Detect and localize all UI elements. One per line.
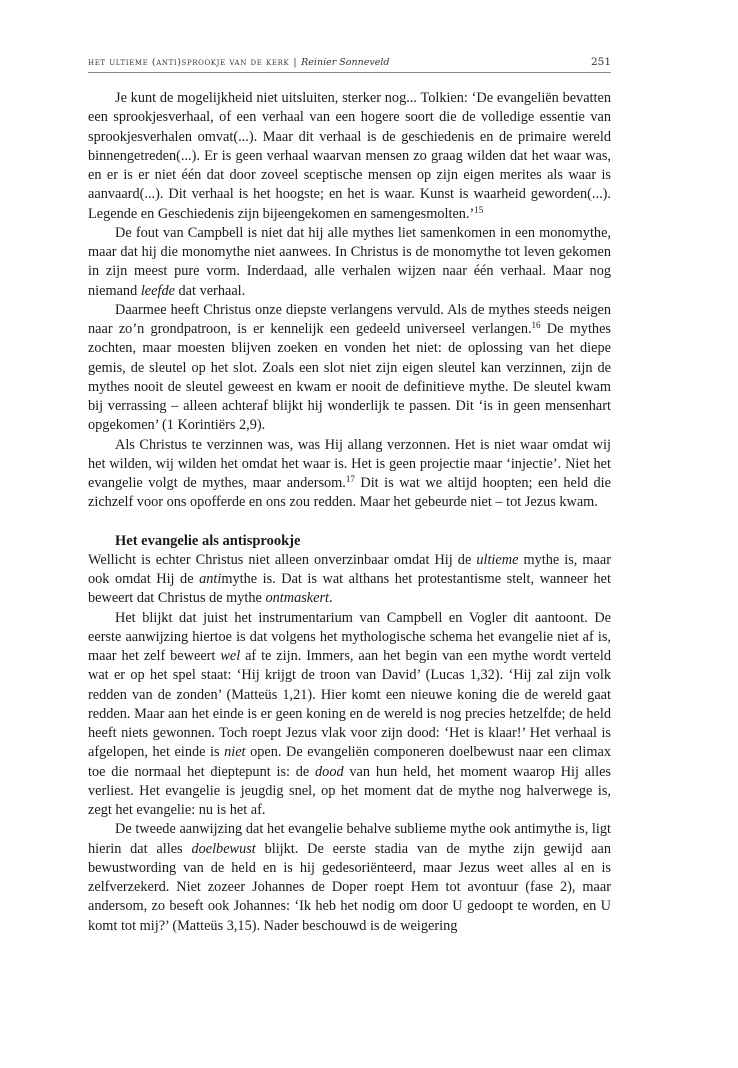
emphasis: anti bbox=[199, 571, 222, 587]
body-text bbox=[88, 89, 611, 936]
footnote-ref[interactable]: 16 bbox=[531, 320, 541, 330]
emphasis: dood bbox=[315, 763, 344, 780]
footnote-ref[interactable]: 17 bbox=[345, 474, 355, 484]
emphasis: doelbewust bbox=[191, 840, 256, 857]
running-head bbox=[88, 56, 611, 73]
footnote-ref[interactable]: 15 bbox=[474, 204, 484, 215]
emphasis: niet bbox=[224, 744, 246, 761]
running-head-separator: | bbox=[293, 57, 298, 68]
paragraph: De tweede aanwijzing dat het evangelie behalve sublieme mythe ook antimythe is, ligt hierin dat alles doelbewust blijkt. De eerste stadia van de mythe zijn gewijd aan bewustwording van de held en is hij gedesoriënteerd, maar Jezus weet alles al en is zelfverzekerd. Niet zozeer Johannes de Doper roept Hem tot avontuur (fase 2), maar andersom, zo beseft ook Johannes: ‘Ik heb het nodig om door U gedoopt te worden, en U komt tot mij?’ (Matteüs 3,15). Nader beschouwd is de weigering bbox=[88, 821, 611, 934]
paragraph: Het blijkt dat juist het instrumentarium van Campbell en Vogler dit aantoont. De eerste aanwijzing hiertoe is dat volgens het mythologische schema het evangelie niet af is, maar het zelf beweert wel af te zijn. Immers, aan het begin van een mythe wordt verteld wat er op het spel staat: ‘Hij krijgt de troon van David’ (Lucas 1,32). ‘Hij zal zijn volk redden van de zonden’ (Matteüs 1,21). Hier komt een nieuwe koning die de wereld gaat redden. Maar aan het einde is er geen koning en de wereld is nog precies hetzelfde; de held heeft niets gewonnen. Toch roept Jezus vlak voor zijn dood: ‘Het is klaar!’ Het verhaal is afgelopen, het einde is niet open. De evangeliën componeren doelbewust naar een climax toe die normaal het dieptepunt is: de dood van hun held, het moment waarop Hij alles verliest. Het evangelie is jeugdig snel, op het moment dat de mythe nog halverwege is, zegt het evangelie: nu is het af. bbox=[88, 609, 611, 818]
book-page bbox=[88, 56, 611, 936]
paragraph: Daarmee heeft Christus onze diepste verlangens vervuld. Als de mythes steeds neigen naar zo’n grondpatroon, is er kennelijk een gedeeld universeel verlangen.$^{16}$ De mythes zochten, maar moesten blijven zoeken en vonden het niet: de oplossing van het diepe gemis, de sleutel op het slot. Zoals een slot niet zijn eigen sleutel kan verzinnen, zijn de mythes nooit de sleutel geweest en kwam er nooit de definitieve mythe. De sleutel kwam bij verrassing – alleen achteraf blijkt hij wonderlijk te passen. Dit ‘is in geen mensenhart opgekomen’ (1 Korintiërs 2,9). bbox=[88, 301, 611, 434]
paragraph: Je kunt de mogelijkheid niet uitsluiten, sterker nog... Tolkien: ‘De evangeliën bevatten een sprookjesverhaal, of een verhaal van een hogere soort die de volledige essentie van sprookjesverhalen omvat(...). Maar dit verhaal is de geschiedenis en de primaire wereld binnengetreden(...). Er is geen verhaal waarvan mensen zo graag wilden dat het waar was, en er is er niet één dat door zoveel sceptische mensen op zijn eigen merites als waar is aanvaard(...). Dit verhaal is het hoogste; en het is waar. Kunst is waarheid geworden(...). Legende en Geschiedenis zijn bijeengekomen en samengesmolten.’$^{15}$ bbox=[88, 90, 611, 222]
emphasis: leefde bbox=[140, 282, 175, 299]
running-title: het ultieme (anti)sprookje van de kerk bbox=[88, 57, 290, 68]
emphasis: ontmaskert bbox=[265, 590, 330, 607]
emphasis: wel bbox=[220, 648, 241, 664]
section-heading: Het evangelie als antisprookje bbox=[115, 532, 301, 549]
running-head-author: Reinier Sonneveld bbox=[301, 57, 390, 68]
page-number: 251 bbox=[590, 56, 611, 68]
paragraph: Als Christus te verzinnen was, was Hij allang verzonnen. Het is niet waar omdat wij het wilden, wij wilden het omdat het waar is. Het is geen projectie maar ‘injectie’. Niet het evangelie volgt de mythes, maar andersom.$^{17}$ Dit is wat we altijd hoopten; een held die zichzelf voor ons opofferde en ons zou redden. Maar het gebeurde niet – tot Jezus kwam. bbox=[88, 436, 611, 511]
paragraph: Wellicht is echter Christus niet alleen onverzinbaar omdat Hij de ultieme mythe is, maar ook omdat Hij de antimythe is. Dat is wat althans het protestantisme stelt, wanneer het beweert dat Christus de mythe ontmaskert. bbox=[88, 551, 611, 607]
paragraph: De fout van Campbell is niet dat hij alle mythes liet samenkomen in een monomythe, maar dat hij die monomythe niet aanwees. In Christus is de monomythe tot leven gekomen in zijn meest pure vorm. Inderdaad, alle verhalen wijzen naar één verhaal. Maar nog niemand leefde dat verhaal. bbox=[88, 224, 611, 299]
running-head-left bbox=[88, 57, 390, 68]
emphasis: ultieme bbox=[476, 551, 519, 568]
